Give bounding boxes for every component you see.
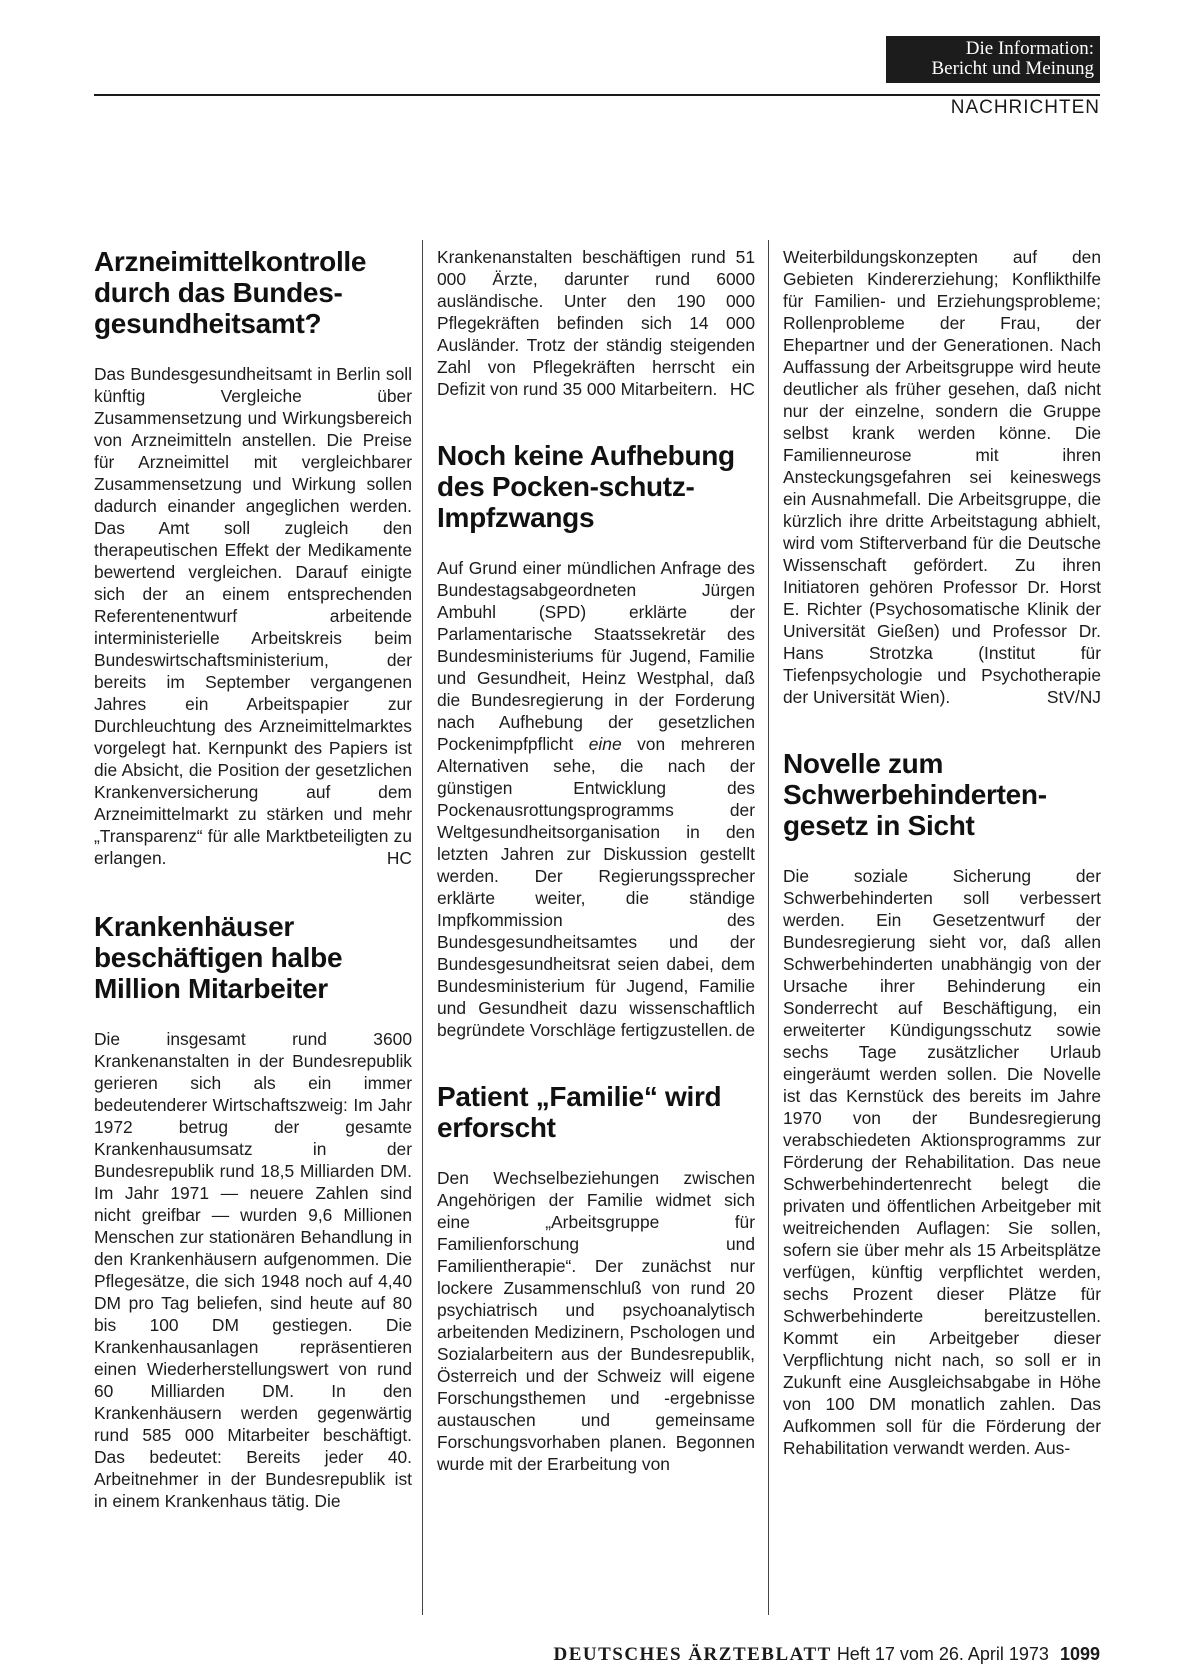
article-text: Das Bundesgesundheitsamt in Berlin soll künftig Vergleiche über Zusammensetzung und Wirkungsbereich von Arzneimitteln anstellen. Die Preise für Arzneimittel mit vergleichbarer Zusammensetzung und Wirkung sollen dadurch einander angeglichen werden. Das Amt soll zugleich den therapeutischen Effekt der Medikamente bewertend vergleichen. Darauf einigte sich der an einem entsprechenden Referentenentwurf arbeitende interministerielle Arbeitskreis beim Bundeswirtschaftsministerium, der bereits im September vergangenen Jahres ein Arbeitspapier zur Durchleuchtung des Arzneimittelmarktes vorgelegt hat. Kernpunkt des Papiers ist die Absicht, die Position der gesetzlichen Krankenversicherung auf dem Arzneimittelmarkt zu stärken und mehr „Transparenz“ für alle Marktbeteiligten zu erlangen.: [94, 364, 412, 868]
article-body: [437, 246, 755, 400]
section-label: NACHRICHTEN: [950, 97, 1100, 118]
column-3: [783, 246, 1101, 1499]
header-rule: [94, 94, 1100, 96]
article-text: Krankenanstalten beschäftigen rund 51 000 Ärzte, darunter rund 6000 ausländische. Unter den 190 000 Pflegekräften befinden sich 14 000 Ausländer. Trotz der ständig steigenden Zahl von Pflegekräften herrscht ein Defizit von rund 35 000 Mitarbeitern.: [437, 247, 755, 399]
article-body: Die insgesamt rund 3600 Krankenanstalten in der Bundesrepublik gerieren sich als ein immer bedeutenderer Wirtschaftszweig: Im Jahr 1972 betrug der gesamte Krankenhausumsatz in der Bundesrepublik rund 18,5 Milliarden DM. Im Jahr 1971 — neuere Zahlen sind nicht greifbar — wurden 9,6 Millionen Menschen zur stationären Behandlung in den Krankenhäusern aufgenommen. Die Pflegesätze, die sich 1948 noch auf 4,40 DM pro Tag beliefen, sind heute auf 80 bis 100 DM gestiegen. Die Krankenhausanlagen repräsentieren einen Wiederherstellungswert von rund 60 Milliarden DM. In den Krankenhäusern werden gegenwärtig rund 585 000 Mitarbeiter beschäftigt. Das bedeutet: Bereits jeder 40. Arbeitnehmer in der Bundesrepublik ist in einem Krankenhaus tätig. Die: [94, 1029, 412, 1511]
article-body: Den Wechselbeziehungen zwischen Angehörigen der Familie widmet sich eine „Arbeitsgruppe für Familienforschung und Familientherapie“. Der zunächst nur lockere Zusammenschluß von rund 20 psychiatrisch und psychoanalytisch arbeitenden Medizinern, Pschologen und Sozialarbeitern aus der Bundesrepublik, Österreich und der Schweiz will eigene Forschungsthemen und -ergebnisse austauschen und gemeinsame Forschungsvorhaben planen. Begonnen wurde mit der Erarbeitung von: [437, 1168, 755, 1474]
article-title: Noch keine Aufhebung des Pocken-schutz-Impfzwangs: [437, 440, 735, 533]
badge-line-1: Die Information:: [965, 38, 1094, 59]
article-text: Weiterbildungskonzepten auf den Gebieten Kindererziehung; Konflikthilfe für Familien- und Erziehungsprobleme; Rollenprobleme der Frau, der Ehepartner und der Generationen. Nach Auffassung der Arbeitsgruppe wird heute deutlicher als früher gesehen, daß nicht nur der einzelne, sondern die Gruppe selbst krank werden könne. Die Familienneurose mit ihren Ansteckungsgefahren sei keineswegs ein Ausnahmefall. Die Arbeitsgruppe, die kürzlich ihre dritte Arbeitstagung abhielt, wird vom Stifterverband für die Deutsche Wissenschaft gefördert. Zu ihren Initiatoren gehören Professor Dr. Horst E. Richter (Psychosomatische Klinik der Universität Gießen) und Professor Dr. Hans Strotzka (Institut für Tiefenpsychologie und Psychotherapie der Universität Wien).: [783, 247, 1101, 707]
article-title: Patient „Familie“ wird erforscht: [437, 1081, 722, 1143]
article-familie-continued: [783, 246, 1101, 708]
column-1: [94, 246, 412, 1552]
author-signature: StV/NJ: [1046, 687, 1101, 707]
issue-info: Heft 17 vom 26. April 1973: [836, 1644, 1049, 1664]
article-body: [783, 246, 1101, 708]
article-title: Krankenhäuser beschäftigen halbe Million Mitarbeiter: [94, 911, 343, 1004]
article-schwerbehinderten: [783, 748, 1101, 1459]
page-number: 1099: [1059, 1644, 1100, 1664]
article-arzneimittel: [94, 246, 412, 869]
article-krankenhaeuser: [94, 909, 412, 1512]
article-text: von mehreren Alternativen sehe, die nach der günstigen Entwicklung des Pockenausrottungsprogramms der Weltgesundheitsorganisation in den letzten Jahren zur Diskussion gestellt werden. Der Regierungssprecher erklärte weiter, die ständige Impfkommission des Bundesgesundheitsamtes und der Bundesgesundheitsrat seien dabei, dem Bundesministerium für Jugend, Familie und Gesundheit dazu wissenschaftlich begründete Vorschläge fertigzustellen.: [437, 734, 756, 1040]
article-text: Auf Grund einer mündlichen Anfrage des Bundestagsabgeordneten Jürgen Ambuhl (SPD) erklärte der Parlamentarische Staatssekretär des Bundesministeriums für Jugend, Familie und Gesundheit, Heinz Westphal, daß die Bundesregierung in der Forderung nach Aufhebung der gesetzlichen Pockenimpfpflicht: [437, 558, 755, 754]
article-title: Novelle zum Schwerbehinderten-gesetz in Sicht: [783, 748, 1047, 841]
section-badge: [886, 36, 1100, 83]
author-signature: HC: [729, 379, 755, 399]
article-body: Die soziale Sicherung der Schwerbehinderten soll verbessert werden. Ein Gesetzentwurf der Bundesregierung sieht vor, daß allen Schwerbehinderten unabhängig von der Ursache ihrer Behinderung ein Sonderrecht auf Beschäftigung, ein erweiterter Kündigungsschutz sowie sechs Tage zusätzlicher Urlaub eingeräumt werden sollen. Die Novelle ist das Kernstück des bereits im Jahre 1970 von der Bundesregierung verabschiedeten Aktionsprogramms zur Förderung der Rehabilitation. Das neue Schwerbehindertenrecht belegt die privaten und öffentlichen Arbeitgeber mit weitreichenden Auflagen: Sie sollen, sofern sie über mehr als 15 Arbeitsplätze verfügen, künftig verpflichtet werden, sechs Prozent dieser Plätze für Schwerbehinderte bereitzustellen. Kommt ein Arbeitgeber dieser Verpflichtung nicht nach, so soll er in Zukunft eine Ausgleichsabgabe in Höhe von 100 DM monatlich zahlen. Das Aufkommen soll für die Förderung der Rehabilitation verwandt werden. Aus-: [783, 866, 1101, 1458]
column-divider: [768, 240, 769, 1615]
article-body: [437, 557, 755, 1041]
article-krankenhaeuser-continued: [437, 246, 755, 400]
journal-name: DEUTSCHES ÄRZTEBLATT: [553, 1644, 832, 1665]
article-familie: [437, 1081, 755, 1475]
author-signature: HC: [386, 848, 412, 868]
author-signature: de: [735, 1020, 755, 1040]
badge-line-2: Bericht und Meinung: [931, 58, 1094, 79]
column-divider: [422, 240, 423, 1615]
column-2: [437, 246, 755, 1515]
article-title: Arzneimittelkontrolle durch das Bundes-gesundheitsamt?: [94, 246, 367, 339]
page-footer: [490, 1644, 1100, 1666]
article-pocken: [437, 440, 755, 1041]
article-body: [94, 363, 412, 869]
emphasis: eine: [588, 734, 622, 754]
